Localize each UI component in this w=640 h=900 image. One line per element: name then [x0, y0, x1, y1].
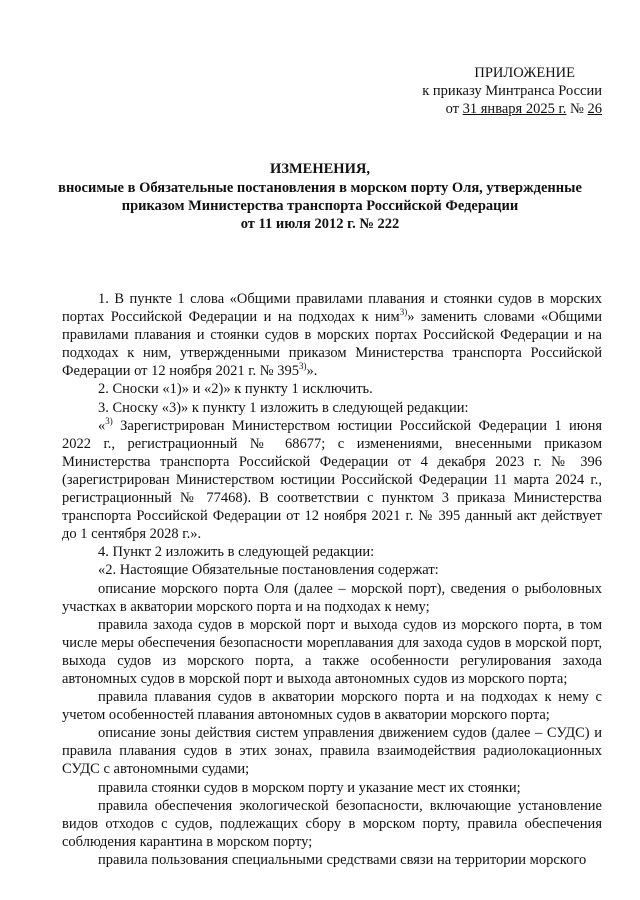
paragraph-4-text: Зарегистрирован Министерством юстиции Российской Федерации 1 июня 2022 г., регистрационный № 68677; с изменениями, внесенными приказом Министерства транспорта Российской Федерации от 4 декабря 2023 г. № 396 (зарегистрирован Министерством юстиции Российской Федерации 11 марта 2024 г., регистрационный № 77468). В соответствии с пунктом 3 приказа Министерства транспорта Российской Федерации от 12 ноября 2021 г. № 395 данный акт действует до 1 сентября 2028 г.».: [62, 417, 602, 543]
paragraph-1-text-a: 1. В пункте 1 слова «Общими правилами плавания и стоянки судов в морских портах Российской Федерации и на подходах к ним: [62, 291, 602, 326]
footnote-ref: 3): [105, 415, 113, 426]
appendix-number-label: №: [566, 101, 588, 117]
heading-title: ИЗМЕНЕНИЯ,: [270, 161, 370, 177]
paragraph-13: правила пользования специальными средствами связи на территории морского: [98, 851, 587, 868]
document-body: [62, 290, 602, 869]
appendix-title: ПРИЛОЖЕНИЕ: [474, 65, 575, 81]
paragraph-5: 4. Пункт 2 изложить в следующей редакции:: [98, 544, 375, 561]
appendix-block: [422, 64, 602, 118]
paragraph-4-open-quote: «: [98, 417, 106, 434]
heading-line-3: от 11 июля 2012 г. № 222: [240, 216, 400, 232]
paragraph-12: правила обеспечения экологической безопасности, включающие установление видов отходов с судов, подлежащих сбору в морском порту, правила обеспечения соблюдения карантина в морском порту;: [62, 797, 602, 850]
paragraph-1-text-b: » заменить словами «Общими правилами плавания и стоянки судов в морских портах Российской Федерации и на подходах к ним, утвержденными приказом Министерства транспорта Российской Федерации от 12 ноября 2021 г. № 395: [62, 309, 602, 380]
paragraph-8: правила захода судов в морской порт и выхода судов из морского порта, в том числе меры обеспечения безопасности мореплавания для захода судов в морской порт, выхода судов из морского порта, а также особенности регулирования захода автономных судов в морской порт и выхода автономных судов из морского порта;: [62, 616, 602, 687]
heading-line-1: вносимые в Обязательные постановления в морском порту Оля, утвержденные: [58, 180, 582, 196]
heading-line-2: приказом Министерства транспорта Российской Федерации: [121, 198, 519, 214]
document-heading: [0, 160, 640, 233]
paragraph-7: описание морского порта Оля (далее – морской порт), сведения о рыболовных участках в акватории морского порта и на подходах к нему;: [62, 580, 602, 615]
appendix-date: 31 января 2025 г.: [462, 101, 567, 117]
paragraph-3: 3. Сноску «3)» к пункту 1 изложить в следующей редакции:: [98, 399, 469, 416]
paragraph-1: [62, 290, 602, 380]
paragraph-9: правила плавания судов в акватории морского порта и на подходах к нему с учетом особенностей плавания автономных судов в акватории морского порта;: [62, 689, 602, 724]
paragraph-11: правила стоянки судов в морском порту и указание мест их стоянки;: [98, 779, 521, 796]
paragraph-2: 2. Сноски «1)» и «2)» к пункту 1 исключить.: [98, 381, 373, 398]
appendix-order-line: к приказу Минтранса России: [422, 83, 602, 99]
appendix-date-prefix: от: [445, 101, 463, 117]
paragraph-1-text-c: ».: [306, 363, 318, 380]
footnote-ref: 3): [298, 361, 307, 372]
appendix-date-line: [422, 100, 602, 118]
appendix-number: 26: [587, 101, 602, 117]
footnote-ref: 3): [399, 307, 408, 318]
paragraph-4: [62, 417, 602, 544]
paragraph-10: описание зоны действия систем управления движением судов (далее – СУДС) и правила плавания судов в этих зонах, правила взаимодействия радиолокационных СУДС с автономными судами;: [62, 725, 602, 778]
paragraph-6: «2. Настоящие Обязательные постановления содержат:: [98, 562, 439, 579]
